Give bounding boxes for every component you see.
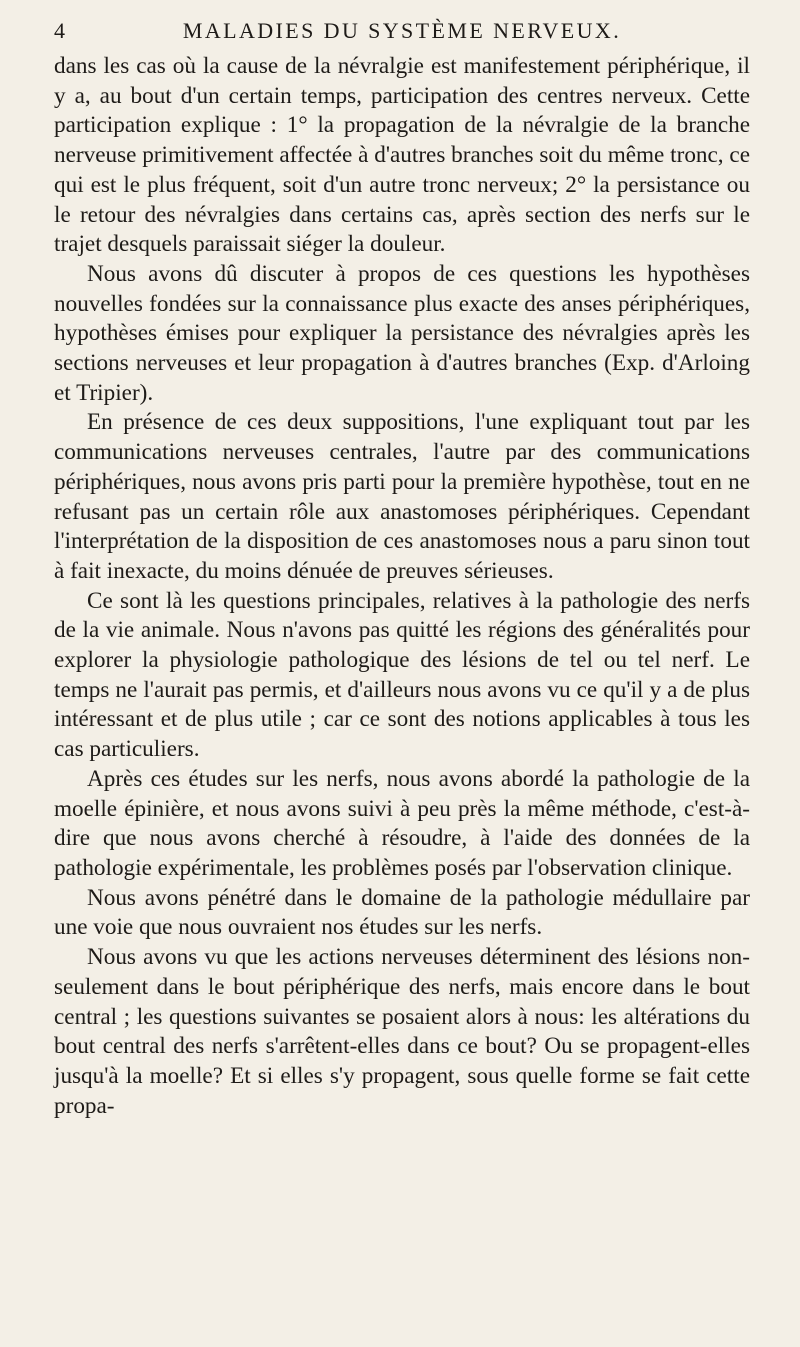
running-header	[54, 10, 750, 52]
paragraph: Ce sont là les questions principales, relatives à la pathologie des nerfs de la vie animale. Nous n'avons pas quitté les régions des généralités pour explorer la physiologie pathologique des lésions de tel ou tel nerf. Le temps ne l'aurait pas permis, et d'ailleurs nous avons vu ce qu'il y a de plus intéressant et de plus utile ; car ce sont des notions applicables à tous les cas particuliers.	[54, 587, 750, 763]
paragraph: Nous avons pénétré dans le domaine de la pathologie médullaire par une voie que nous ouvraient nos études sur les nerfs.	[54, 884, 750, 941]
paragraph: dans les cas où la cause de la névralgie est manifestement périphérique, il y a, au bout d'un certain temps, participation des centres nerveux. Cette participation explique : 1° la propagation de la névralgie de la branche nerveuse primitivement affectée à d'autres branches soit du même tronc, ce qui est le plus fréquent, soit d'un autre tronc nerveux; 2° la persistance ou le retour des névralgies dans certains cas, après section des nerfs sur le trajet desquels paraissait siéger la douleur.	[54, 53, 750, 258]
paragraph: Nous avons vu que les actions nerveuses déterminent des lésions non-seulement dans le bout périphérique des nerfs, mais encore dans le bout central ; les questions suivantes se posaient alors à nous: les altérations du bout central des nerfs s'arrêtent-elles dans ce bout? Ou se propagent-elles jusqu'à la moelle? Et si elles s'y propagent, sous quelle forme se fait cette propa-	[54, 944, 750, 1119]
paragraph: Nous avons dû discuter à propos de ces questions les hypothèses nouvelles fondées sur la connaissance plus exacte des anses périphériques, hypothèses émises pour expliquer la persistance des névralgies après les sections nerveuses et leur propagation à d'autres branches (Exp. d'Arloing et Tripier).	[54, 260, 750, 406]
page-number: 4	[54, 18, 68, 43]
running-title: MALADIES DU SYSTÈME NERVEUX.	[182, 18, 622, 43]
paragraph: Après ces études sur les nerfs, nous avons abordé la pathologie de la moelle épinière, et nous avons suivi à peu près la même méthode, c'est-à-dire que nous avons cherché à résoudre, à l'aide des données de la pathologie expérimentale, les problèmes posés par l'observation clinique.	[54, 765, 750, 881]
paragraph: En présence de ces deux suppositions, l'une expliquant tout par les communications nerveuses centrales, l'autre par des communications périphériques, nous avons pris parti pour la première hypothèse, tout en ne refusant pas un certain rôle aux anastomoses périphériques. Cependant l'interprétation de la disposition de ces anastomoses nous a paru sinon tout à fait inexacte, du moins dénuée de preuves sérieuses.	[54, 409, 750, 584]
text-body	[54, 52, 750, 1121]
